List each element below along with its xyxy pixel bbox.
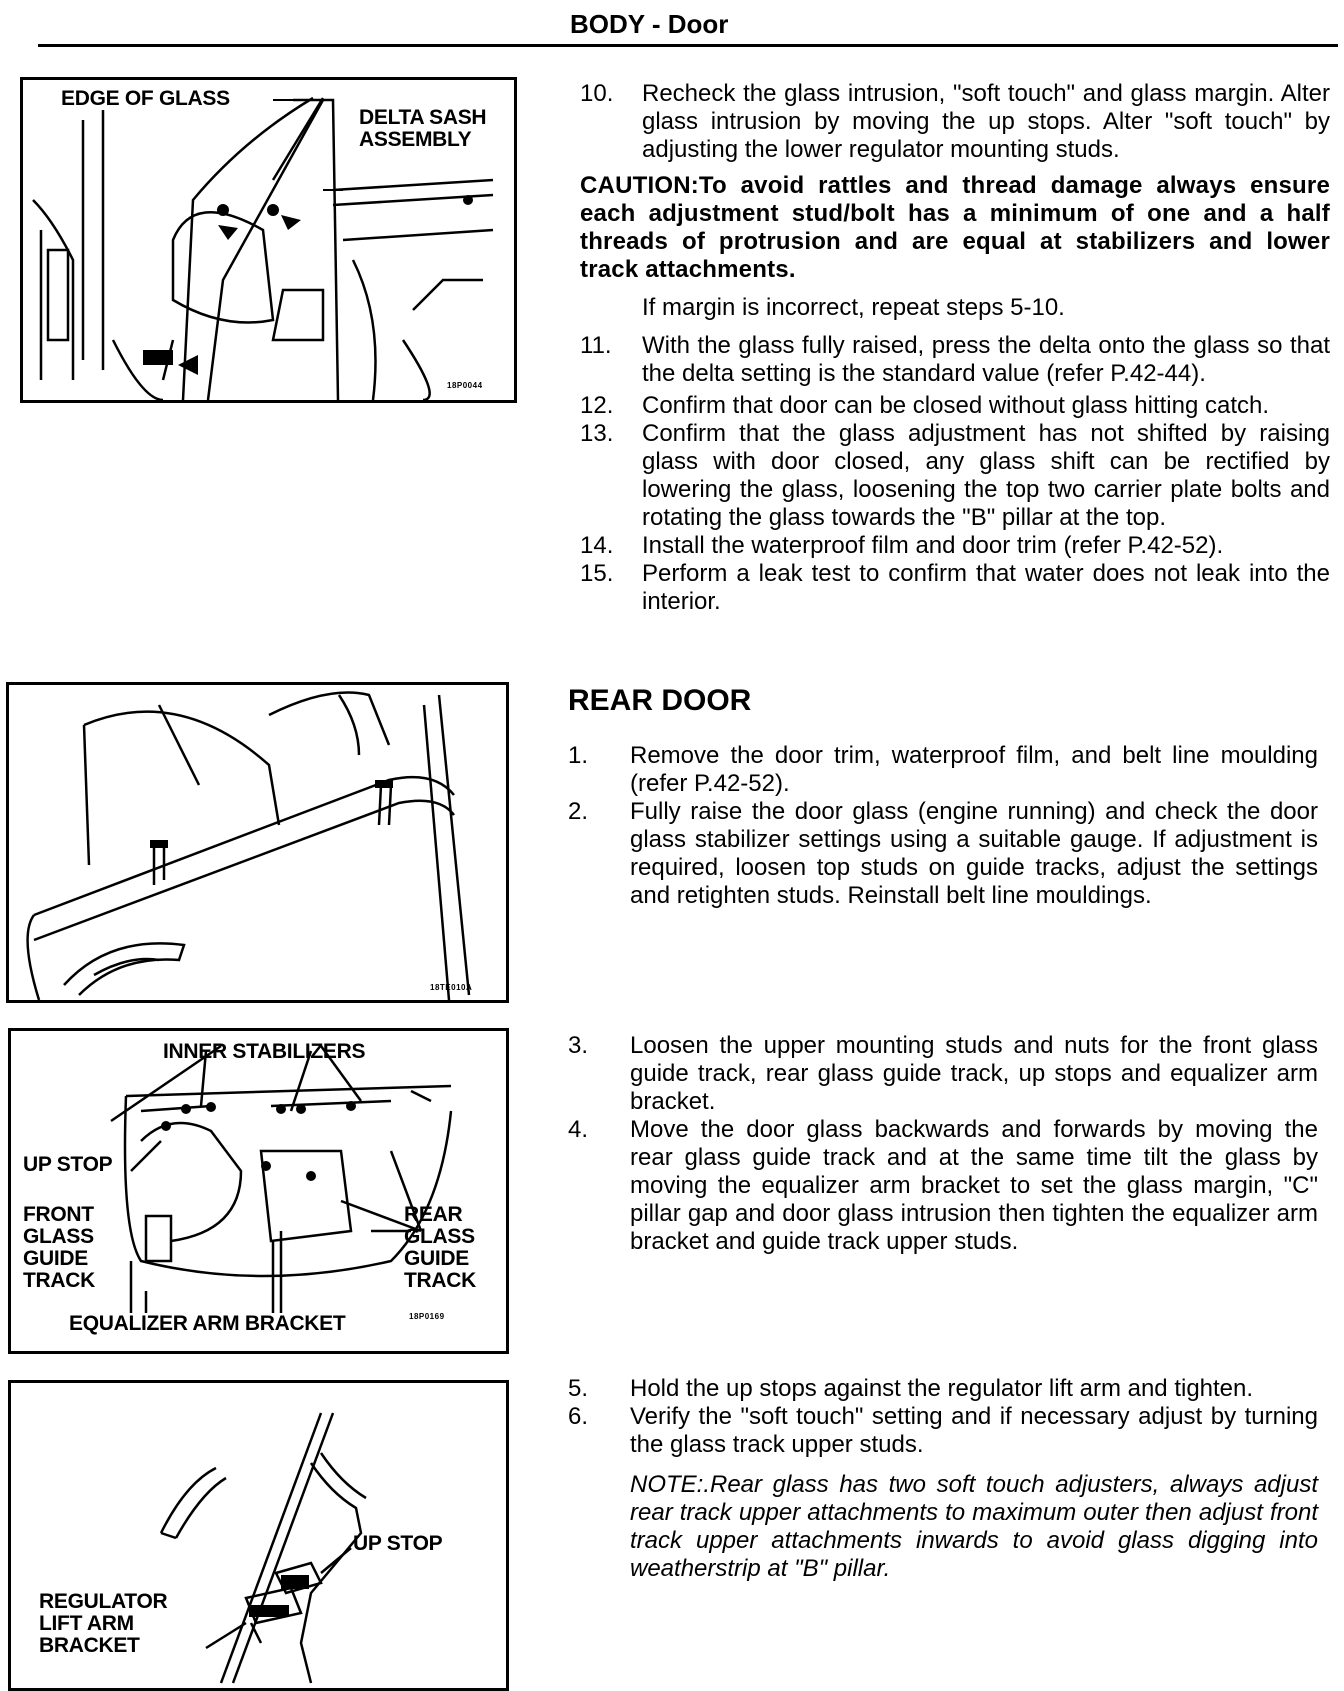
rear-door-title: REAR DOOR xyxy=(568,684,752,717)
figure-up-stop xyxy=(8,1380,509,1691)
step-3: 3. Loosen the upper mounting studs and nuts for the front glass guide track, rear glass guide track, up stops and equalizer arm bracket. xyxy=(568,1032,1318,1115)
margin-note: If margin is incorrect, repeat steps 5-10. xyxy=(642,294,1065,321)
step-12: 12. Confirm that door can be closed without glass hitting catch. xyxy=(580,392,1269,419)
regulator-lift-arm-bracket-label: REGULATOR LIFT ARM BRACKET xyxy=(39,1590,168,1657)
edge-of-glass-label: EDGE OF GLASS xyxy=(61,87,230,110)
inner-stabilizers-label: INNER STABILIZERS xyxy=(163,1040,366,1063)
delta-sash-label: DELTA SASH ASSEMBLY xyxy=(359,106,487,151)
figure-rear-door-beltline xyxy=(6,682,509,1003)
step-11: 11. With the glass fully raised, press the delta onto the glass so that the delta setting is the standard value (refer P.42-44). xyxy=(580,332,1330,387)
step-13: 13. Confirm that the glass adjustment has not shifted by raising glass with door closed, any glass shift can be rectified by lowering the glass, loosening the top two carrier plate bolts and rotating the glass towards the "B" pillar at the top. xyxy=(580,420,1330,531)
front-glass-guide-track-label: FRONT GLASS GUIDE TRACK xyxy=(23,1203,95,1292)
step-15: 15. Perform a leak test to confirm that water does not leak into the interior. xyxy=(580,560,1330,615)
figure-code: 18P0169 xyxy=(409,1312,445,1321)
caution-note: CAUTION:To avoid rattles and thread damage always ensure each adjustment stud/bolt has a minimum of one and a half threads of protrusion and are equal at stabilizers and lower track attachments. xyxy=(580,172,1330,283)
step-14: 14. Install the waterproof film and door trim (refer P.42-52). xyxy=(580,532,1224,559)
text-steps-1-2 xyxy=(568,742,1318,910)
equalizer-arm-bracket-label: EQUALIZER ARM BRACKET xyxy=(69,1312,346,1335)
step-2: 2. Fully raise the door glass (engine running) and check the door glass stabilizer settings using a suitable gauge. If adjustment is required, loosen top studs on guide tracks, adjust the settings and retighten studs. Reinstall belt line mouldings. xyxy=(568,798,1318,909)
text-steps-5-6 xyxy=(568,1375,1318,1583)
rear-glass-guide-track-label: REAR GLASS GUIDE TRACK xyxy=(404,1203,476,1292)
rear-door-illustration xyxy=(9,685,506,1000)
page-title: BODY - Door xyxy=(570,9,729,39)
header-divider xyxy=(38,44,1338,47)
text-steps-3-4 xyxy=(568,1032,1318,1256)
step-10: 10. Recheck the glass intrusion, "soft touch" and glass margin. Alter glass intrusion by moving the up stops. Alter "soft touch" by adjusting the lower regulator mounting studs. xyxy=(580,80,1330,163)
figure-code: 18P0044 xyxy=(447,381,483,390)
step-4: 4. Move the door glass backwards and forwards by moving the rear glass guide track and at the same time tilt the glass by moving the equalizer arm bracket to set the glass margin, "C" pillar gap and door glass intrusion then tighten the equalizer arm bracket and guide track upper studs. xyxy=(568,1116,1318,1255)
stabilizers-illustration xyxy=(11,1031,506,1351)
figure-delta-sash xyxy=(20,77,517,403)
figure-code: 18TE010A xyxy=(430,983,473,992)
up-stop-label: UP STOP xyxy=(23,1153,113,1176)
page-header xyxy=(0,0,1344,40)
step-6: 6. Verify the "soft touch" setting and if necessary adjust by turning the glass track upper studs. xyxy=(568,1403,1318,1458)
step-5: 5. Hold the up stops against the regulator lift arm and tighten. xyxy=(568,1375,1254,1402)
rear-glass-note: NOTE:.Rear glass has two soft touch adjusters, always adjust rear track upper attachments to maximum outer then adjust front track upper attachments inwards to avoid glass digging into weatherstrip at "B" pillar. xyxy=(630,1471,1318,1582)
up-stop-label: UP STOP xyxy=(353,1532,443,1555)
step-1: 1. Remove the door trim, waterproof film, and belt line moulding (refer P.42-52). xyxy=(568,742,1318,797)
text-steps-10-15 xyxy=(580,80,1330,616)
figure-inner-stabilizers xyxy=(8,1028,509,1354)
